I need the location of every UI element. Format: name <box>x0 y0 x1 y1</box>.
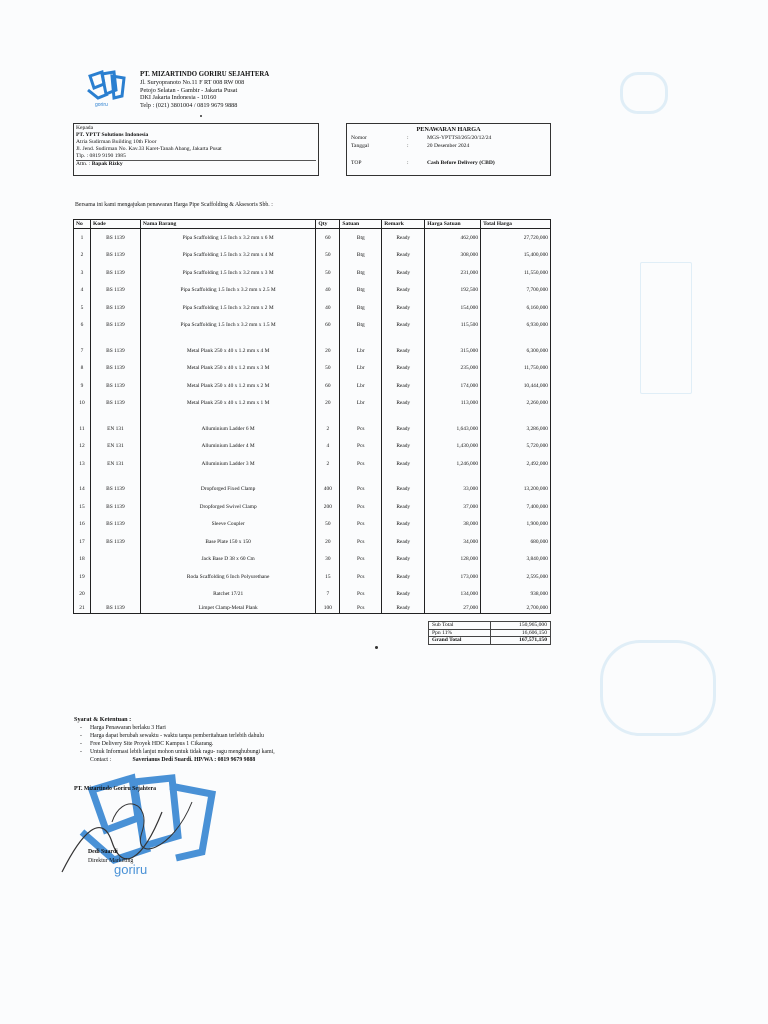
subtotal-row <box>429 622 551 630</box>
cell-harga: 38,000 <box>425 516 481 534</box>
cell-kode: EN 131 <box>90 420 140 438</box>
cell-satuan: Pcs <box>340 516 382 534</box>
cell-qty: 2 <box>316 455 340 473</box>
stamp-text: goriru <box>114 862 148 877</box>
contact-value: Saverianus Dedi Suardi. HP/WA : 0819 9679 9888 <box>132 757 256 763</box>
cell-kode: BS 1139 <box>90 603 140 614</box>
offer-box <box>346 123 551 176</box>
cell-no: 12 <box>74 438 91 456</box>
cell-qty: 4 <box>316 438 340 456</box>
cell-no: 18 <box>74 551 91 569</box>
cell-total: 2,595,000 <box>481 568 551 586</box>
cell-remark: Ready <box>382 481 425 499</box>
cell-satuan <box>340 334 382 342</box>
cell-nama <box>140 473 316 481</box>
cell-no: 15 <box>74 498 91 516</box>
items-body <box>74 229 551 614</box>
cell-harga: 113,000 <box>425 395 481 413</box>
cell-total: 938,000 <box>481 586 551 604</box>
cell-total <box>481 334 551 342</box>
cell-satuan: Btg <box>340 247 382 265</box>
cell-qty: 60 <box>316 229 340 247</box>
cell-qty: 20 <box>316 533 340 551</box>
ppn-label: Ppn 11% <box>429 629 491 637</box>
recipient-box <box>73 123 319 176</box>
table-row <box>74 282 551 300</box>
subtotal-value: 150,965,000 <box>491 622 551 630</box>
table-row <box>74 481 551 499</box>
cell-kode: BS 1139 <box>90 516 140 534</box>
cell-satuan: Pcs <box>340 586 382 604</box>
cell-no: 17 <box>74 533 91 551</box>
cell-remark: Ready <box>382 247 425 265</box>
cell-nama: Pipa Scaffolding 1.5 Inch x 3.2 mm x 2 M <box>140 299 316 317</box>
cell-qty: 2 <box>316 420 340 438</box>
cell-satuan: Pcs <box>340 455 382 473</box>
table-row <box>74 498 551 516</box>
cell-nama: Pipa Scaffolding 1.5 Inch x 3.2 mm x 6 M <box>140 229 316 247</box>
cell-total: 680,000 <box>481 533 551 551</box>
cell-remark: Ready <box>382 603 425 614</box>
cell-kode: BS 1139 <box>90 282 140 300</box>
signature-role: Direktur Marketing <box>88 858 134 864</box>
cell-no: 7 <box>74 342 91 360</box>
cell-no: 10 <box>74 395 91 413</box>
cell-total: 2,700,000 <box>481 603 551 614</box>
table-row <box>74 455 551 473</box>
cell-satuan: Pcs <box>340 568 382 586</box>
recipient-label: Kepada <box>76 125 94 131</box>
cell-kode: EN 131 <box>90 455 140 473</box>
cell-harga: 134,000 <box>425 586 481 604</box>
cell-kode <box>90 586 140 604</box>
cell-nama: Metal Plank 250 x 40 x 1.2 mm x 2 M <box>140 377 316 395</box>
company-address-2: Petojo Selatan - Gambir - Jakarta Pusat <box>140 86 238 94</box>
cell-no <box>74 473 91 481</box>
cell-qty: 40 <box>316 282 340 300</box>
cell-qty <box>316 473 340 481</box>
cell-qty: 50 <box>316 264 340 282</box>
cell-remark: Ready <box>382 229 425 247</box>
table-row <box>74 420 551 438</box>
table-row <box>74 360 551 378</box>
cell-qty: 200 <box>316 498 340 516</box>
cell-nama: Sleeve Coupler <box>140 516 316 534</box>
cell-satuan: Pcs <box>340 603 382 614</box>
cell-qty <box>316 334 340 342</box>
nomor-colon: : <box>407 135 409 141</box>
signature-name: Dedi Suardi <box>88 849 118 855</box>
cell-total: 11,750,000 <box>481 360 551 378</box>
table-row <box>74 229 551 247</box>
nomor-value: MGS-YPTTSI/265/20/12/24 <box>427 135 492 141</box>
cell-no: 14 <box>74 481 91 499</box>
cell-harga <box>425 412 481 420</box>
cell-harga: 33,000 <box>425 481 481 499</box>
cell-kode: BS 1139 <box>90 264 140 282</box>
subtotal-label: Sub Total <box>429 622 491 630</box>
cell-harga: 37,000 <box>425 498 481 516</box>
cell-total <box>481 412 551 420</box>
company-phone: Telp : (021) 3801004 / 0819 9679 9888 <box>140 102 238 110</box>
cell-qty: 20 <box>316 342 340 360</box>
company-address-1: Jl. Suryopranoto No.11 F RT 008 RW 008 <box>140 78 245 86</box>
cell-no: 19 <box>74 568 91 586</box>
cell-harga: 173,000 <box>425 568 481 586</box>
cell-satuan: Lbr <box>340 360 382 378</box>
nomor-label: Nomor <box>351 135 367 141</box>
cell-nama: Pipa Scaffolding 1.5 Inch x 3.2 mm x 3 M <box>140 264 316 282</box>
cell-qty: 50 <box>316 516 340 534</box>
col-header-kode: Kode <box>90 220 140 229</box>
cell-kode <box>90 412 140 420</box>
logo-caption: goriru <box>95 102 108 108</box>
cell-qty: 60 <box>316 317 340 335</box>
cell-remark <box>382 473 425 481</box>
cell-nama: Ratchet 17/21 <box>140 586 316 604</box>
recipient-line-2: Jl. Jend. Sudirman No. Kav.33 Karet-Tanah Abang, Jakarta Pusat <box>76 146 222 153</box>
attn-name: Bapak Rizky <box>91 161 123 168</box>
cell-remark: Ready <box>382 551 425 569</box>
recipient-name: PT. YPTT Solutions Indonesia <box>76 132 149 139</box>
terms-item: - Harga Penawaran berlaku 3 Hari <box>90 724 275 732</box>
company-header <box>140 71 269 110</box>
cell-satuan: Pcs <box>340 498 382 516</box>
table-row <box>74 247 551 265</box>
cell-satuan: Pcs <box>340 420 382 438</box>
cell-harga: 235,000 <box>425 360 481 378</box>
top-value: Cash Before Delivery (CBD) <box>427 160 495 166</box>
cell-kode: BS 1139 <box>90 360 140 378</box>
company-logo-icon <box>84 70 128 106</box>
signature-company-name: PT. Mizartindo Goriru Sejahtera <box>74 786 156 792</box>
table-row <box>74 317 551 335</box>
cell-harga: 231,000 <box>425 264 481 282</box>
cell-kode <box>90 568 140 586</box>
cell-satuan: Pcs <box>340 551 382 569</box>
cell-no: 21 <box>74 603 91 614</box>
terms-heading: Syarat & Ketentuan : <box>74 716 132 723</box>
cell-qty: 30 <box>316 551 340 569</box>
cell-total: 3,286,000 <box>481 420 551 438</box>
cell-no: 2 <box>74 247 91 265</box>
terms-item: - Untuk Informasi lebih lanjut mohon untuk tidak ragu- ragu menghubungi kami, <box>90 748 275 756</box>
cell-satuan: Lbr <box>340 377 382 395</box>
cell-nama: Metal Plank 250 x 40 x 1.2 mm x 1 M <box>140 395 316 413</box>
table-spacer-row <box>74 473 551 481</box>
cell-total: 10,444,000 <box>481 377 551 395</box>
cell-no: 3 <box>74 264 91 282</box>
ghost-table-bleed <box>640 262 692 394</box>
cell-nama: Alluminium Ladder 4 M <box>140 438 316 456</box>
cell-remark: Ready <box>382 342 425 360</box>
cell-satuan <box>340 412 382 420</box>
table-spacer-row <box>74 334 551 342</box>
cell-nama: Base Plate 150 x 150 <box>140 533 316 551</box>
cell-qty: 15 <box>316 568 340 586</box>
col-header-remark: Remark <box>382 220 425 229</box>
company-name: PT. MIZARTINDO GORIRU SEJAHTERA <box>140 71 270 78</box>
table-row <box>74 264 551 282</box>
recipient-phone: Tlp. : 0819 9190 1985 <box>76 153 126 160</box>
cell-nama: Pipa Scaffolding 1.5 Inch x 3.2 mm x 1.5 M <box>140 317 316 335</box>
cell-no: 20 <box>74 586 91 604</box>
cell-nama: Metal Plank 250 x 40 x 1.2 mm x 4 M <box>140 342 316 360</box>
intro-text: Bersama ini kami mengajukan penawaran Harga Pipe Scaffolding & Aksesoris Sbb. : <box>75 202 273 208</box>
cell-no: 11 <box>74 420 91 438</box>
top-label: TOP <box>351 160 362 166</box>
cell-satuan: Btg <box>340 282 382 300</box>
ppn-row <box>429 629 551 637</box>
table-row <box>74 551 551 569</box>
cell-remark: Ready <box>382 282 425 300</box>
cell-no: 9 <box>74 377 91 395</box>
terms-section <box>74 716 275 764</box>
cell-satuan: Lbr <box>340 342 382 360</box>
cell-harga: 1,246,000 <box>425 455 481 473</box>
cell-harga: 27,000 <box>425 603 481 614</box>
company-address-3: DKI Jakarta Indonesia - 10160 <box>140 94 217 102</box>
cell-qty <box>316 412 340 420</box>
cell-no: 4 <box>74 282 91 300</box>
table-row <box>74 516 551 534</box>
terms-item: - Harga dapat berubah sewaktu - waktu tanpa pemberitahuan terlebih dahulu <box>90 732 275 740</box>
col-header-total: Total Harga <box>481 220 551 229</box>
items-table <box>73 219 551 614</box>
cell-kode: EN 131 <box>90 438 140 456</box>
cell-kode <box>90 551 140 569</box>
cell-kode: BS 1139 <box>90 498 140 516</box>
col-header-qty: Qty <box>316 220 340 229</box>
ppn-value: 16,606,150 <box>491 629 551 637</box>
cell-remark <box>382 334 425 342</box>
cell-kode: BS 1139 <box>90 533 140 551</box>
cell-total: 6,930,000 <box>481 317 551 335</box>
cell-kode: BS 1139 <box>90 342 140 360</box>
cell-kode: BS 1139 <box>90 317 140 335</box>
table-row <box>74 342 551 360</box>
cell-remark: Ready <box>382 264 425 282</box>
table-row <box>74 603 551 614</box>
cell-no: 1 <box>74 229 91 247</box>
col-header-no: No <box>74 220 91 229</box>
cell-remark: Ready <box>382 438 425 456</box>
cell-satuan: Btg <box>340 317 382 335</box>
cell-kode <box>90 334 140 342</box>
cell-satuan: Btg <box>340 229 382 247</box>
contact-label: Contact : <box>90 757 112 763</box>
table-row <box>74 299 551 317</box>
cell-satuan: Btg <box>340 264 382 282</box>
grand-total-label: Grand Total <box>429 637 491 645</box>
ghost-logo-bleed <box>620 72 668 114</box>
cell-nama: Metal Plank 250 x 40 x 1.2 mm x 3 M <box>140 360 316 378</box>
cell-no: 8 <box>74 360 91 378</box>
totals-table <box>428 621 551 645</box>
cell-no: 6 <box>74 317 91 335</box>
cell-total: 1,900,000 <box>481 516 551 534</box>
cell-nama: Alluminium Ladder 3 M <box>140 455 316 473</box>
cell-total: 15,400,000 <box>481 247 551 265</box>
cell-nama: Dropforged Swivel Clamp <box>140 498 316 516</box>
top-colon: : <box>407 160 409 166</box>
tanggal-colon: : <box>407 143 409 149</box>
cell-nama: Jack Base D 38 x 60 Cm <box>140 551 316 569</box>
signature-company <box>74 786 156 792</box>
cell-harga: 34,000 <box>425 533 481 551</box>
cell-no: 5 <box>74 299 91 317</box>
cell-total: 3,840,000 <box>481 551 551 569</box>
ink-dot <box>200 115 202 117</box>
recipient-attn <box>76 160 316 168</box>
offer-title: PENAWARAN HARGA <box>416 126 481 133</box>
table-row <box>74 586 551 604</box>
cell-remark: Ready <box>382 533 425 551</box>
cell-satuan <box>340 473 382 481</box>
cell-no: 16 <box>74 516 91 534</box>
cell-satuan: Pcs <box>340 533 382 551</box>
cell-total: 13,200,000 <box>481 481 551 499</box>
cell-remark: Ready <box>382 586 425 604</box>
cell-kode: BS 1139 <box>90 229 140 247</box>
cell-nama <box>140 412 316 420</box>
cell-nama: Pipa Scaffolding 1.5 Inch x 3.2 mm x 4 M <box>140 247 316 265</box>
cell-kode: BS 1139 <box>90 481 140 499</box>
cell-remark: Ready <box>382 377 425 395</box>
cell-total <box>481 473 551 481</box>
table-row <box>74 438 551 456</box>
cell-harga: 1,643,000 <box>425 420 481 438</box>
cell-remark: Ready <box>382 395 425 413</box>
cell-nama: Dropforged Fixed Clamp <box>140 481 316 499</box>
cell-total: 2,260,000 <box>481 395 551 413</box>
cell-kode: BS 1139 <box>90 247 140 265</box>
tanggal-value: 20 Desember 2024 <box>427 143 470 149</box>
cell-kode: BS 1139 <box>90 377 140 395</box>
ink-dot <box>375 646 378 649</box>
cell-total: 11,550,000 <box>481 264 551 282</box>
cell-satuan: Pcs <box>340 481 382 499</box>
grand-total-row <box>429 637 551 645</box>
cell-total: 27,720,000 <box>481 229 551 247</box>
cell-nama: Pipa Scaffolding 1.5 Inch x 3.2 mm x 2.5 M <box>140 282 316 300</box>
cell-harga: 192,500 <box>425 282 481 300</box>
cell-total: 7,400,000 <box>481 498 551 516</box>
recipient-line-1: Atria Sudirman Building 10th Floor <box>76 139 157 146</box>
cell-kode: BS 1139 <box>90 299 140 317</box>
cell-total: 7,700,000 <box>481 282 551 300</box>
grand-total-value: 167,571,150 <box>491 637 551 645</box>
col-header-harga: Harga Satuan <box>425 220 481 229</box>
cell-total: 6,300,000 <box>481 342 551 360</box>
col-header-nama: Nama Barang <box>140 220 316 229</box>
cell-harga <box>425 334 481 342</box>
cell-kode: BS 1139 <box>90 395 140 413</box>
table-row <box>74 533 551 551</box>
cell-harga: 115,500 <box>425 317 481 335</box>
cell-qty: 100 <box>316 603 340 614</box>
ghost-stamp-bleed <box>600 640 716 736</box>
table-row <box>74 568 551 586</box>
cell-no: 13 <box>74 455 91 473</box>
cell-no <box>74 412 91 420</box>
cell-total: 6,160,000 <box>481 299 551 317</box>
table-header-row <box>74 220 551 229</box>
contact-line <box>74 756 275 764</box>
cell-harga <box>425 473 481 481</box>
cell-nama: Limpet Clamp-Metal Plank <box>140 603 316 614</box>
tanggal-label: Tanggal <box>351 143 369 149</box>
attn-label: Attn. : <box>76 161 91 168</box>
cell-remark: Ready <box>382 455 425 473</box>
cell-total: 2,492,000 <box>481 455 551 473</box>
table-spacer-row <box>74 412 551 420</box>
cell-qty: 20 <box>316 395 340 413</box>
cell-remark: Ready <box>382 420 425 438</box>
cell-harga: 315,000 <box>425 342 481 360</box>
col-header-satuan: Satuan <box>340 220 382 229</box>
table-row <box>74 395 551 413</box>
cell-remark: Ready <box>382 360 425 378</box>
cell-satuan: Btg <box>340 299 382 317</box>
cell-harga: 154,000 <box>425 299 481 317</box>
cell-satuan: Lbr <box>340 395 382 413</box>
cell-remark: Ready <box>382 498 425 516</box>
cell-no <box>74 334 91 342</box>
terms-item: - Free Delivery Site Proyek HDC Kampus 1 Cikarang. <box>90 740 275 748</box>
cell-qty: 60 <box>316 377 340 395</box>
cell-harga: 174,000 <box>425 377 481 395</box>
cell-qty: 7 <box>316 586 340 604</box>
cell-nama: Roda Scaffolding 6 Inch Polyurethane <box>140 568 316 586</box>
cell-remark: Ready <box>382 317 425 335</box>
cell-qty: 400 <box>316 481 340 499</box>
table-row <box>74 377 551 395</box>
cell-qty: 40 <box>316 299 340 317</box>
cell-nama: Alluminium Ladder 6 M <box>140 420 316 438</box>
cell-satuan: Pcs <box>340 438 382 456</box>
cell-qty: 50 <box>316 360 340 378</box>
cell-remark <box>382 412 425 420</box>
cell-kode <box>90 473 140 481</box>
cell-total: 5,720,000 <box>481 438 551 456</box>
cell-remark: Ready <box>382 299 425 317</box>
cell-harga: 1,430,000 <box>425 438 481 456</box>
cell-harga: 308,000 <box>425 247 481 265</box>
terms-list <box>74 724 275 756</box>
cell-harga: 462,000 <box>425 229 481 247</box>
cell-qty: 50 <box>316 247 340 265</box>
cell-nama <box>140 334 316 342</box>
cell-harga: 128,000 <box>425 551 481 569</box>
cell-remark: Ready <box>382 568 425 586</box>
cell-remark: Ready <box>382 516 425 534</box>
